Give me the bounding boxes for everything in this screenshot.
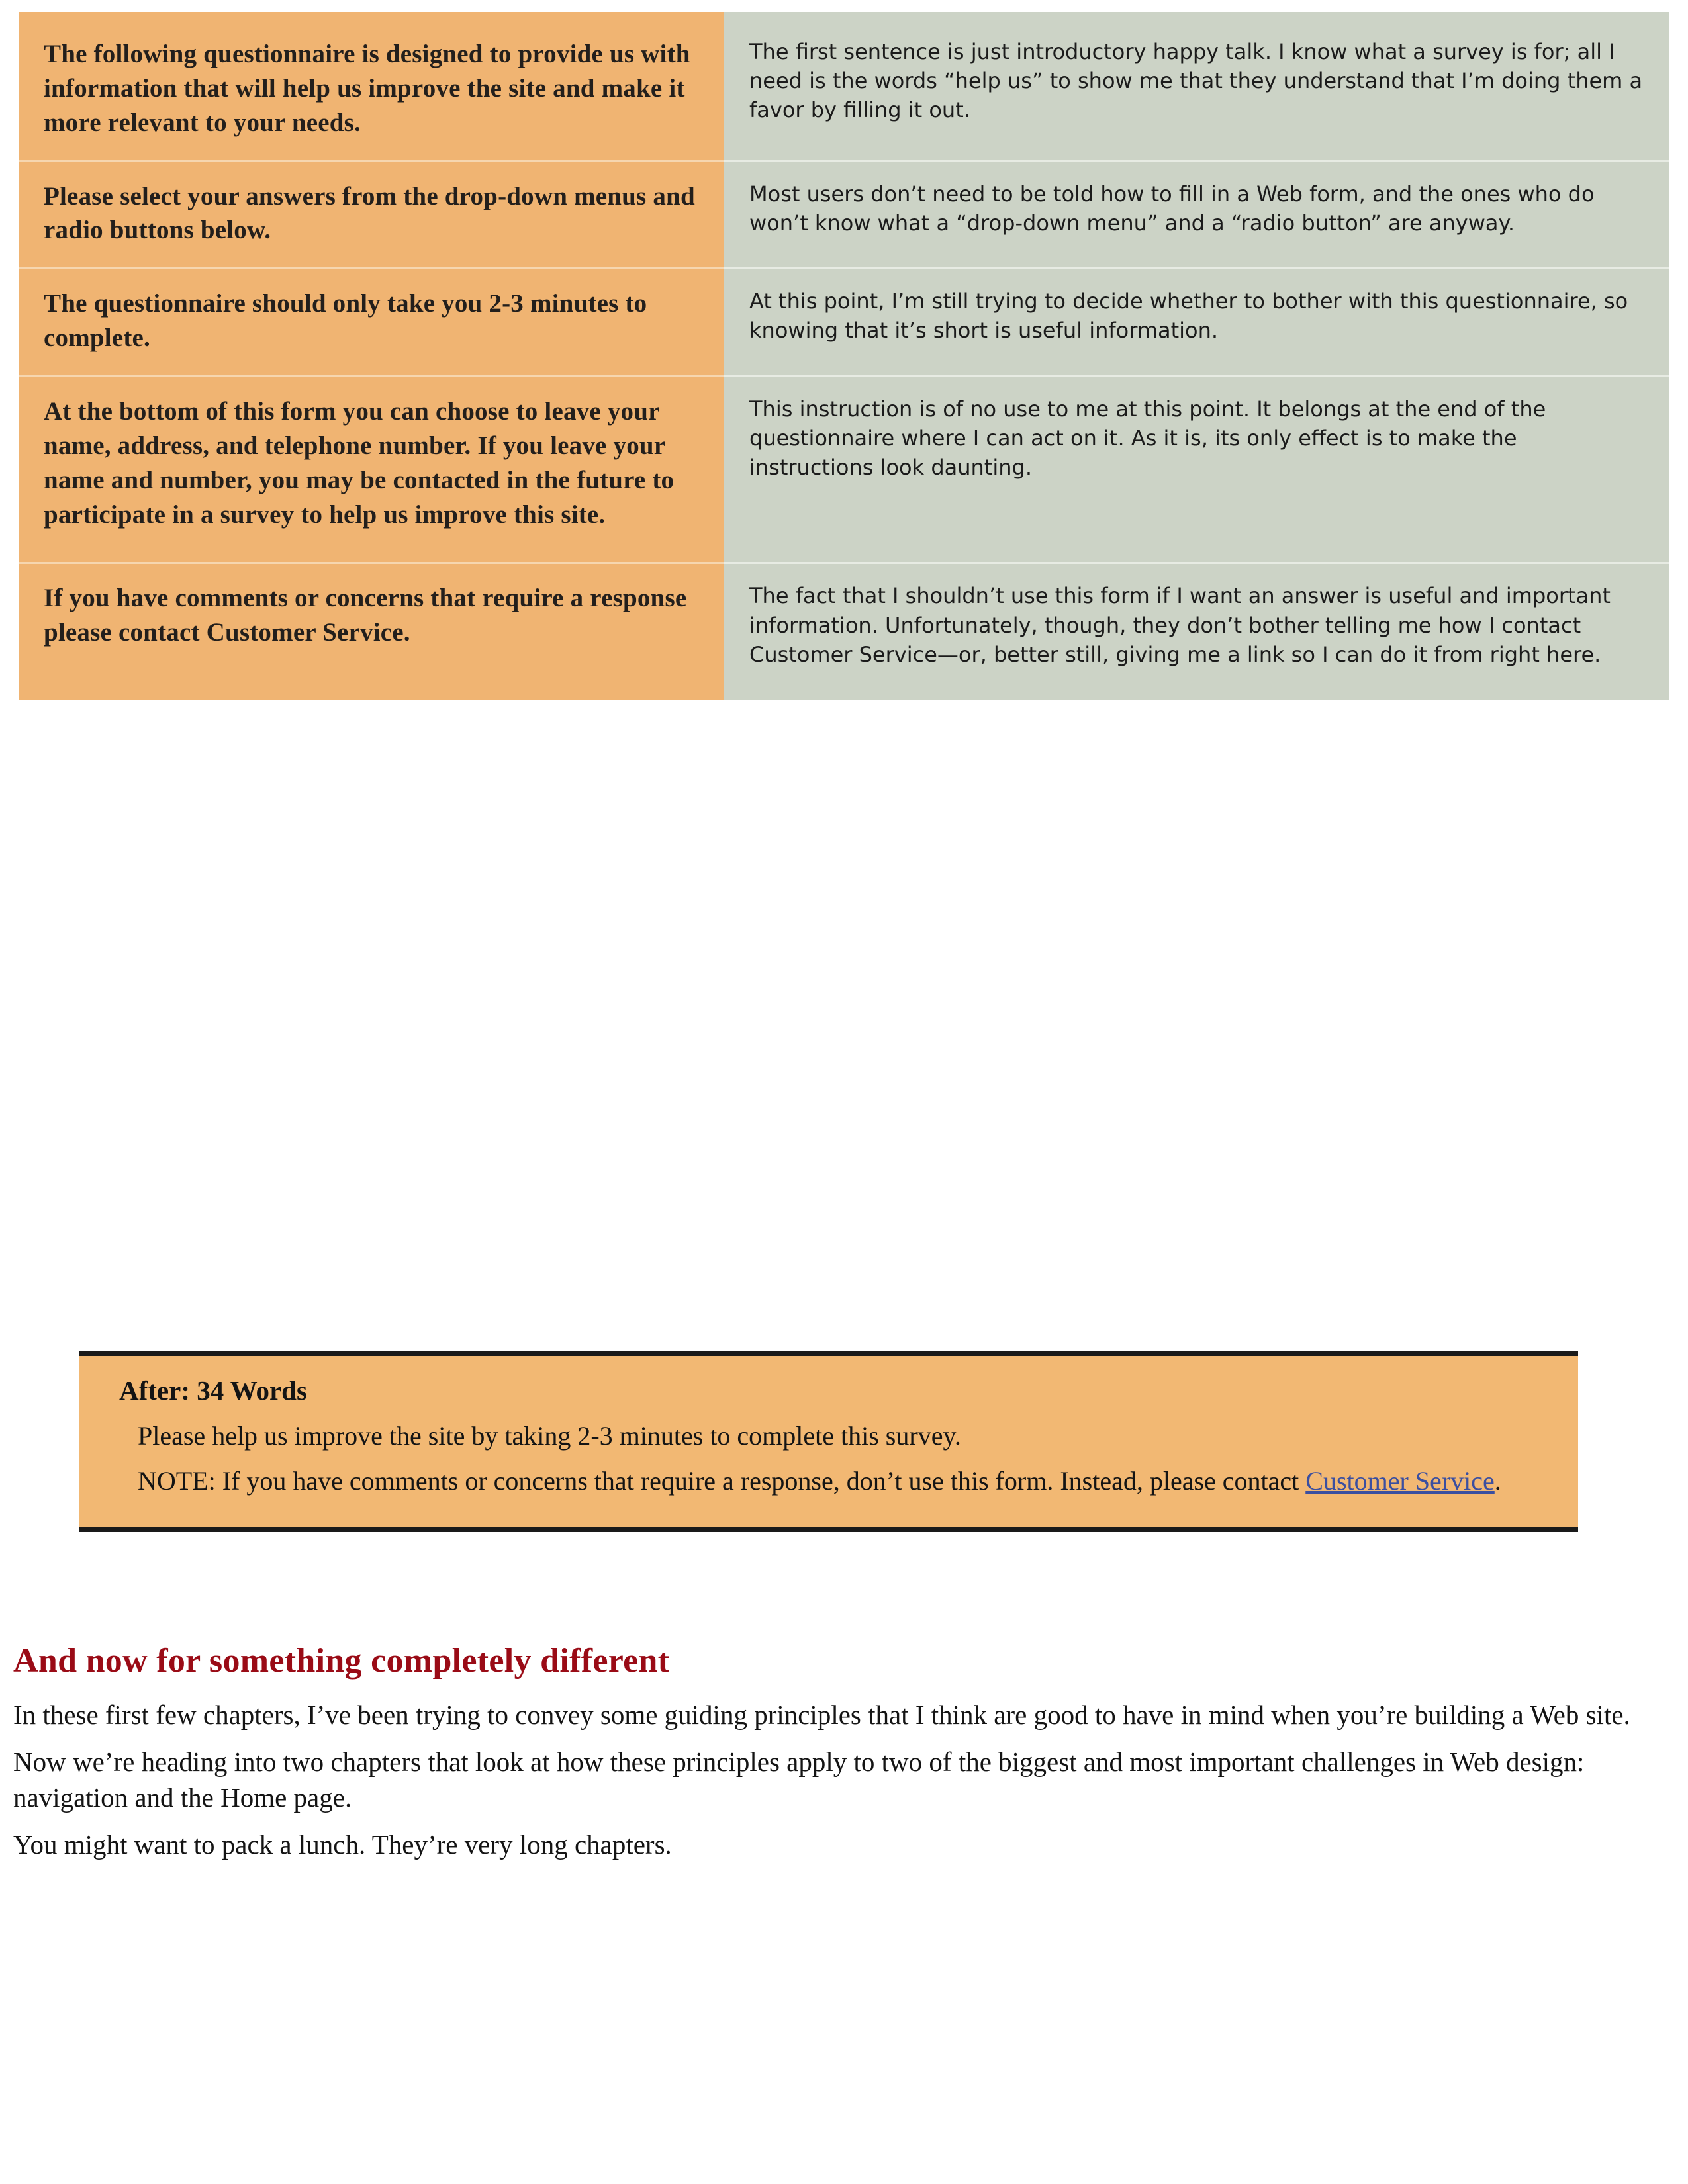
commentary-cell: The fact that I shouldn’t use this form if I want an answer is useful and important information. Unfortunately, though, they don’t bother telling me how I contact Customer Service—or, better still, giving me a link so I can do it from right here.	[724, 563, 1669, 700]
original-text-cell: The questionnaire should only take you 2-3 minutes to complete.	[19, 269, 724, 377]
table-row	[19, 563, 1669, 700]
table-row	[19, 12, 1669, 161]
body-paragraph: You might want to pack a lunch. They’re very long chapters.	[13, 1829, 672, 1860]
table-row	[19, 161, 1669, 269]
before-after-comparison-table	[19, 12, 1669, 700]
customer-service-link[interactable]: Customer Service	[1305, 1465, 1495, 1496]
original-text-cell: The following questionnaire is designed to provide us with information that will help us improve the site and make it more relevant to your needs.	[19, 12, 724, 161]
original-text-cell: If you have comments or concerns that require a response please contact Customer Service.	[19, 563, 724, 700]
commentary-cell: This instruction is of no use to me at this point. It belongs at the end of the questionnaire where I can act on it. As it is, its only effect is to make the instructions look daunting.	[724, 377, 1669, 563]
after-callout-box	[79, 1351, 1578, 1532]
commentary-cell: At this point, I’m still trying to decide whether to bother with this questionnaire, so knowing that it’s short is useful information.	[724, 269, 1669, 377]
body-paragraph: In these first few chapters, I’ve been trying to convey some guiding principles that I think are good to have in mind when you’re building a Web site.	[13, 1700, 1630, 1730]
commentary-cell: The first sentence is just introductory happy talk. I know what a survey is for; all I need is the words “help us” to show me that they understand that I’m doing them a favor by filling it out.	[724, 12, 1669, 161]
body-paragraph: Now we’re heading into two chapters that look at how these principles apply to two of the biggest and most important challenges in Web design: navigation and the Home page.	[13, 1747, 1585, 1813]
original-text-cell: At the bottom of this form you can choose to leave your name, address, and telephone number. If you leave your name and number, you may be contacted in the future to participate in a survey to help us improve this site.	[19, 377, 724, 563]
after-box-note-period: .	[1494, 1465, 1501, 1496]
comparison-table	[19, 12, 1669, 700]
section-heading: And now for something completely different	[13, 1642, 670, 1680]
closing-section	[13, 1641, 1655, 1874]
after-box-paragraph-1: Please help us improve the site by taking 2-3 minutes to complete this survey.	[138, 1421, 961, 1451]
table-row	[19, 377, 1669, 563]
after-box-note-text: NOTE: If you have comments or concerns that require a response, don’t use this form. Instead, please contact	[138, 1465, 1306, 1496]
commentary-cell: Most users don’t need to be told how to fill in a Web form, and the ones who do won’t know what a “drop-down menu” and a “radio button” are anyway.	[724, 161, 1669, 269]
table-row	[19, 269, 1669, 377]
original-text-cell: Please select your answers from the drop-down menus and radio buttons below.	[19, 161, 724, 269]
after-box-paragraph-2	[138, 1463, 1552, 1499]
after-box-title: After: 34 Words	[119, 1375, 307, 1406]
